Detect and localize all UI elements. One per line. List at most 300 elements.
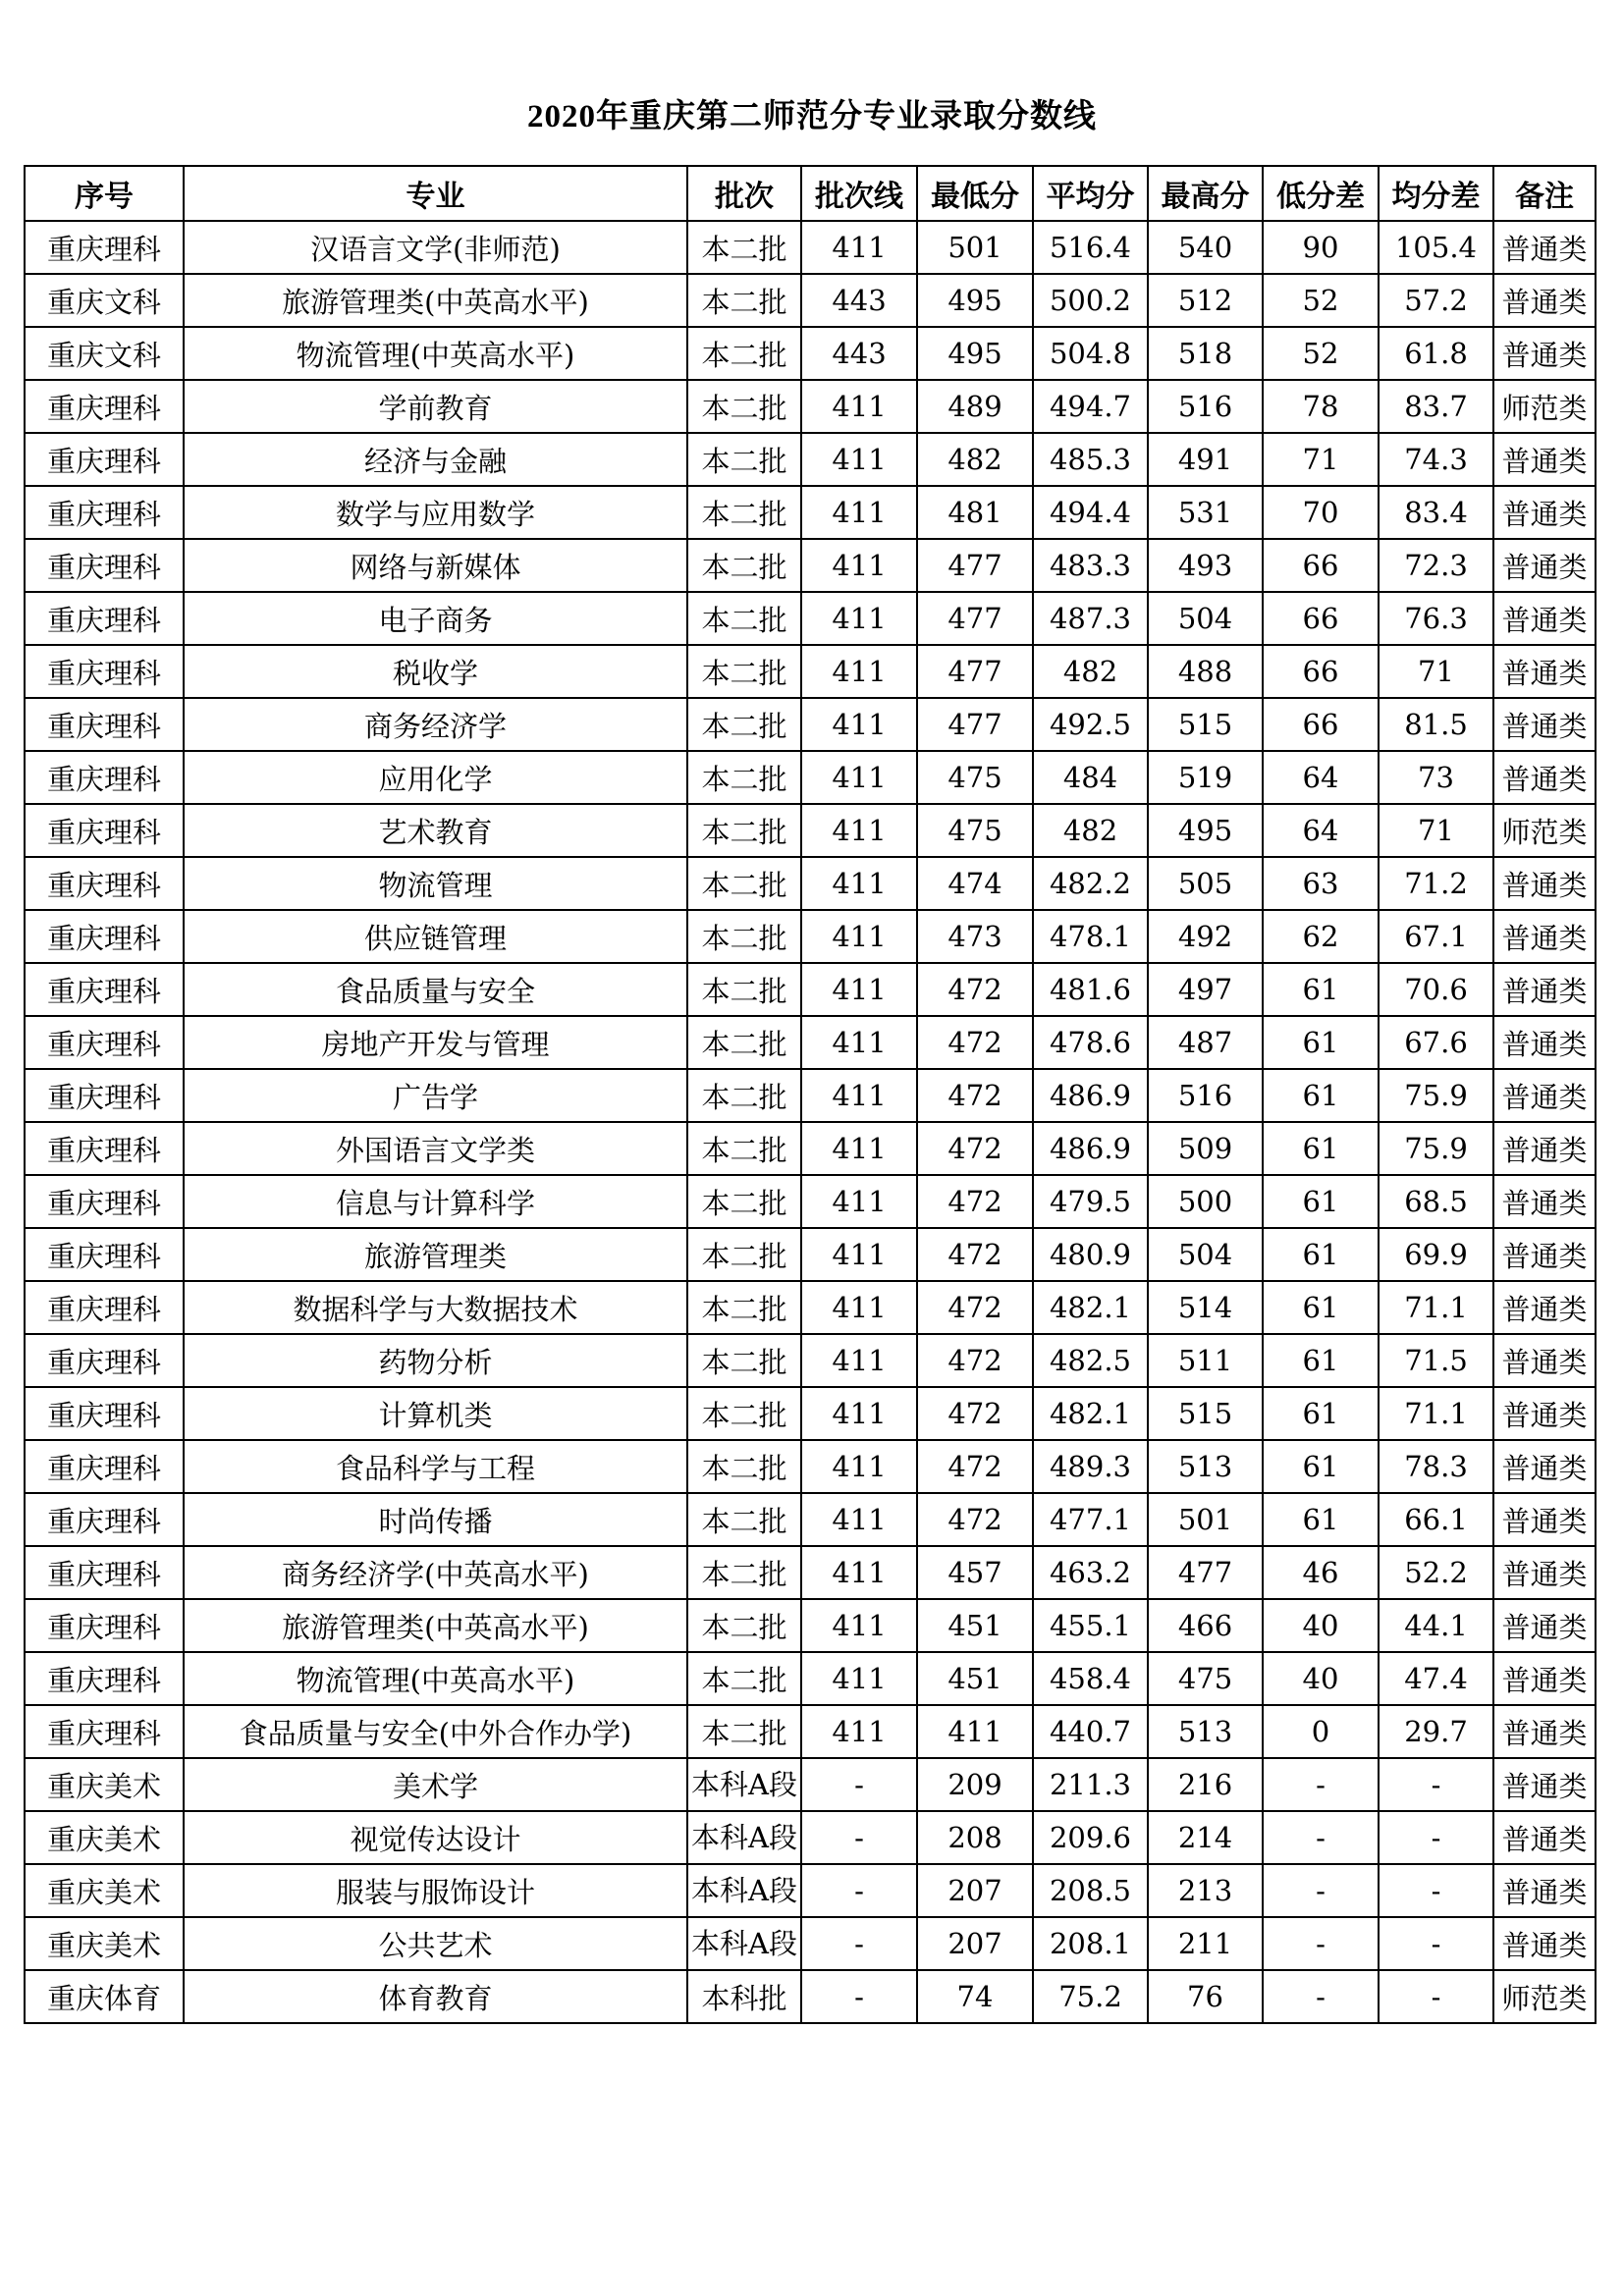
cell-batch: 本二批 xyxy=(687,804,801,857)
cell-avg-score: 504.8 xyxy=(1033,327,1148,380)
cell-avg-diff: 83.4 xyxy=(1379,486,1493,539)
cell-batch: 本二批 xyxy=(687,910,801,963)
cell-avg-score: 487.3 xyxy=(1033,592,1148,645)
cell-category: 重庆文科 xyxy=(25,274,184,327)
cell-batch: 本二批 xyxy=(687,1281,801,1334)
cell-note: 普通类 xyxy=(1493,963,1596,1016)
page-title: 2020年重庆第二师范分专业录取分数线 xyxy=(527,99,1097,134)
cell-major: 艺术教育 xyxy=(184,804,687,857)
cell-major: 旅游管理类(中英高水平) xyxy=(184,274,687,327)
cell-major: 电子商务 xyxy=(184,592,687,645)
cell-max-score: 492 xyxy=(1148,910,1263,963)
cell-avg-score: 463.2 xyxy=(1033,1546,1148,1599)
cell-avg-diff: - xyxy=(1379,1864,1493,1917)
table-row xyxy=(25,1016,1596,1069)
cell-min-diff: 61 xyxy=(1263,1440,1379,1493)
cell-batch-line: 411 xyxy=(801,1546,917,1599)
cell-avg-diff: 69.9 xyxy=(1379,1228,1493,1281)
cell-batch-line: 411 xyxy=(801,1493,917,1546)
cell-avg-diff: 72.3 xyxy=(1379,539,1493,592)
cell-note: 普通类 xyxy=(1493,1334,1596,1387)
cell-category: 重庆理科 xyxy=(25,1440,184,1493)
cell-category: 重庆美术 xyxy=(25,1917,184,1970)
cell-min-diff: 61 xyxy=(1263,1228,1379,1281)
cell-batch-line: - xyxy=(801,1970,917,2023)
cell-batch: 本科A段 xyxy=(687,1864,801,1917)
table-row xyxy=(25,1811,1596,1864)
cell-max-score: 213 xyxy=(1148,1864,1263,1917)
cell-min-diff: 61 xyxy=(1263,1281,1379,1334)
cell-note: 师范类 xyxy=(1493,804,1596,857)
cell-batch-line: 411 xyxy=(801,1069,917,1122)
cell-batch-line: 411 xyxy=(801,380,917,433)
cell-major: 旅游管理类(中英高水平) xyxy=(184,1599,687,1652)
cell-note: 普通类 xyxy=(1493,1387,1596,1440)
cell-batch: 本二批 xyxy=(687,1069,801,1122)
cell-major: 物流管理 xyxy=(184,857,687,910)
cell-batch-line: 411 xyxy=(801,433,917,486)
cell-category: 重庆理科 xyxy=(25,539,184,592)
cell-batch-line: 411 xyxy=(801,1599,917,1652)
cell-note: 普通类 xyxy=(1493,221,1596,274)
cell-avg-diff: 47.4 xyxy=(1379,1652,1493,1705)
cell-note: 普通类 xyxy=(1493,1917,1596,1970)
cell-max-score: 514 xyxy=(1148,1281,1263,1334)
cell-avg-score: 494.7 xyxy=(1033,380,1148,433)
cell-batch: 本二批 xyxy=(687,1228,801,1281)
cell-batch: 本二批 xyxy=(687,698,801,751)
cell-batch: 本二批 xyxy=(687,1652,801,1705)
cell-max-score: 500 xyxy=(1148,1175,1263,1228)
cell-batch: 本二批 xyxy=(687,1387,801,1440)
cell-avg-score: 484 xyxy=(1033,751,1148,804)
cell-batch-line: 411 xyxy=(801,1440,917,1493)
cell-category: 重庆理科 xyxy=(25,1493,184,1546)
cell-major: 旅游管理类 xyxy=(184,1228,687,1281)
cell-category: 重庆理科 xyxy=(25,910,184,963)
cell-max-score: 531 xyxy=(1148,486,1263,539)
cell-min-score: 482 xyxy=(917,433,1033,486)
table-row xyxy=(25,380,1596,433)
cell-max-score: 516 xyxy=(1148,380,1263,433)
table-row xyxy=(25,857,1596,910)
header-batch: 批次 xyxy=(687,166,801,221)
cell-min-score: 472 xyxy=(917,1016,1033,1069)
cell-note: 普通类 xyxy=(1493,910,1596,963)
cell-min-diff: 78 xyxy=(1263,380,1379,433)
table-row xyxy=(25,1334,1596,1387)
cell-batch: 本二批 xyxy=(687,1440,801,1493)
cell-batch-line: 411 xyxy=(801,1387,917,1440)
cell-batch-line: - xyxy=(801,1864,917,1917)
table-row xyxy=(25,963,1596,1016)
cell-avg-score: 489.3 xyxy=(1033,1440,1148,1493)
cell-min-diff: - xyxy=(1263,1864,1379,1917)
header-note: 备注 xyxy=(1493,166,1596,221)
cell-avg-score: 478.6 xyxy=(1033,1016,1148,1069)
cell-batch-line: - xyxy=(801,1811,917,1864)
cell-avg-diff: 75.9 xyxy=(1379,1069,1493,1122)
cell-avg-diff: 74.3 xyxy=(1379,433,1493,486)
cell-avg-score: 485.3 xyxy=(1033,433,1148,486)
cell-major: 数据科学与大数据技术 xyxy=(184,1281,687,1334)
cell-avg-diff: 71.2 xyxy=(1379,857,1493,910)
cell-max-score: 513 xyxy=(1148,1440,1263,1493)
cell-note: 普通类 xyxy=(1493,1016,1596,1069)
cell-avg-diff: 57.2 xyxy=(1379,274,1493,327)
cell-batch: 本二批 xyxy=(687,486,801,539)
cell-batch-line: 411 xyxy=(801,539,917,592)
cell-category: 重庆理科 xyxy=(25,380,184,433)
cell-major: 物流管理(中英高水平) xyxy=(184,1652,687,1705)
cell-max-score: 495 xyxy=(1148,804,1263,857)
cell-major: 数学与应用数学 xyxy=(184,486,687,539)
cell-category: 重庆理科 xyxy=(25,1281,184,1334)
cell-note: 普通类 xyxy=(1493,433,1596,486)
cell-min-score: 472 xyxy=(917,1069,1033,1122)
cell-batch: 本科A段 xyxy=(687,1758,801,1811)
cell-avg-score: 477.1 xyxy=(1033,1493,1148,1546)
cell-note: 普通类 xyxy=(1493,751,1596,804)
cell-batch-line: 411 xyxy=(801,1228,917,1281)
cell-note: 师范类 xyxy=(1493,1970,1596,2023)
cell-major: 外国语言文学类 xyxy=(184,1122,687,1175)
cell-avg-diff: 52.2 xyxy=(1379,1546,1493,1599)
table-row xyxy=(25,1758,1596,1811)
table-row xyxy=(25,910,1596,963)
table-row xyxy=(25,1970,1596,2023)
cell-batch-line: 411 xyxy=(801,1016,917,1069)
table-row xyxy=(25,1387,1596,1440)
cell-min-score: 472 xyxy=(917,1493,1033,1546)
cell-batch: 本科A段 xyxy=(687,1917,801,1970)
cell-min-diff: 62 xyxy=(1263,910,1379,963)
cell-major: 视觉传达设计 xyxy=(184,1811,687,1864)
cell-min-diff: 66 xyxy=(1263,645,1379,698)
cell-min-diff: 70 xyxy=(1263,486,1379,539)
cell-note: 普通类 xyxy=(1493,857,1596,910)
table-row xyxy=(25,1122,1596,1175)
cell-min-diff: 40 xyxy=(1263,1599,1379,1652)
cell-major: 信息与计算科学 xyxy=(184,1175,687,1228)
cell-category: 重庆理科 xyxy=(25,698,184,751)
cell-major: 计算机类 xyxy=(184,1387,687,1440)
cell-max-score: 488 xyxy=(1148,645,1263,698)
cell-note: 普通类 xyxy=(1493,1228,1596,1281)
cell-category: 重庆理科 xyxy=(25,1069,184,1122)
cell-max-score: 518 xyxy=(1148,327,1263,380)
table-row xyxy=(25,486,1596,539)
cell-min-score: 477 xyxy=(917,698,1033,751)
cell-note: 普通类 xyxy=(1493,1440,1596,1493)
cell-category: 重庆文科 xyxy=(25,327,184,380)
cell-category: 重庆美术 xyxy=(25,1811,184,1864)
cell-category: 重庆美术 xyxy=(25,1864,184,1917)
cell-avg-score: 440.7 xyxy=(1033,1705,1148,1758)
cell-category: 重庆理科 xyxy=(25,592,184,645)
cell-avg-score: 211.3 xyxy=(1033,1758,1148,1811)
cell-category: 重庆理科 xyxy=(25,486,184,539)
cell-batch: 本科A段 xyxy=(687,1811,801,1864)
cell-min-score: 208 xyxy=(917,1811,1033,1864)
cell-min-diff: - xyxy=(1263,1970,1379,2023)
cell-avg-diff: - xyxy=(1379,1758,1493,1811)
cell-category: 重庆理科 xyxy=(25,1705,184,1758)
cell-note: 普通类 xyxy=(1493,1864,1596,1917)
table-row xyxy=(25,1228,1596,1281)
cell-note: 普通类 xyxy=(1493,274,1596,327)
cell-max-score: 211 xyxy=(1148,1917,1263,1970)
cell-batch: 本二批 xyxy=(687,645,801,698)
table-row xyxy=(25,1069,1596,1122)
cell-avg-score: 208.1 xyxy=(1033,1917,1148,1970)
cell-category: 重庆理科 xyxy=(25,1016,184,1069)
cell-avg-score: 458.4 xyxy=(1033,1652,1148,1705)
cell-avg-score: 486.9 xyxy=(1033,1069,1148,1122)
cell-min-diff: 61 xyxy=(1263,1016,1379,1069)
cell-avg-diff: 68.5 xyxy=(1379,1175,1493,1228)
cell-category: 重庆体育 xyxy=(25,1970,184,2023)
cell-note: 普通类 xyxy=(1493,1652,1596,1705)
cell-min-score: 481 xyxy=(917,486,1033,539)
cell-avg-diff: - xyxy=(1379,1811,1493,1864)
cell-note: 普通类 xyxy=(1493,1175,1596,1228)
cell-max-score: 511 xyxy=(1148,1334,1263,1387)
cell-batch: 本二批 xyxy=(687,1016,801,1069)
header-max-score: 最高分 xyxy=(1148,166,1263,221)
cell-min-score: 457 xyxy=(917,1546,1033,1599)
cell-min-diff: 61 xyxy=(1263,1175,1379,1228)
cell-batch: 本二批 xyxy=(687,592,801,645)
cell-min-diff: 0 xyxy=(1263,1705,1379,1758)
cell-min-score: 472 xyxy=(917,1228,1033,1281)
cell-note: 普通类 xyxy=(1493,645,1596,698)
header-seq: 序号 xyxy=(25,166,184,221)
cell-batch: 本二批 xyxy=(687,857,801,910)
cell-category: 重庆理科 xyxy=(25,433,184,486)
table-row xyxy=(25,1281,1596,1334)
table-row xyxy=(25,539,1596,592)
cell-min-diff: 61 xyxy=(1263,1334,1379,1387)
cell-avg-diff: 61.8 xyxy=(1379,327,1493,380)
cell-min-score: 477 xyxy=(917,645,1033,698)
cell-avg-score: 482 xyxy=(1033,645,1148,698)
table-row xyxy=(25,1864,1596,1917)
cell-max-score: 509 xyxy=(1148,1122,1263,1175)
cell-avg-score: 483.3 xyxy=(1033,539,1148,592)
cell-note: 普通类 xyxy=(1493,1493,1596,1546)
cell-min-diff: 61 xyxy=(1263,1069,1379,1122)
cell-avg-diff: 67.6 xyxy=(1379,1016,1493,1069)
cell-avg-diff: 67.1 xyxy=(1379,910,1493,963)
header-avg-score: 平均分 xyxy=(1033,166,1148,221)
cell-major: 房地产开发与管理 xyxy=(184,1016,687,1069)
cell-note: 普通类 xyxy=(1493,327,1596,380)
cell-max-score: 512 xyxy=(1148,274,1263,327)
table-row xyxy=(25,1705,1596,1758)
cell-avg-diff: 70.6 xyxy=(1379,963,1493,1016)
cell-min-diff: 64 xyxy=(1263,804,1379,857)
table-row xyxy=(25,433,1596,486)
admission-score-table xyxy=(24,165,1597,2024)
table-row xyxy=(25,1493,1596,1546)
cell-batch: 本二批 xyxy=(687,1122,801,1175)
cell-category: 重庆理科 xyxy=(25,804,184,857)
cell-avg-diff: 73 xyxy=(1379,751,1493,804)
cell-note: 普通类 xyxy=(1493,698,1596,751)
cell-min-score: 411 xyxy=(917,1705,1033,1758)
cell-major: 商务经济学(中英高水平) xyxy=(184,1546,687,1599)
cell-note: 普通类 xyxy=(1493,592,1596,645)
cell-avg-score: 480.9 xyxy=(1033,1228,1148,1281)
cell-batch-line: 411 xyxy=(801,857,917,910)
cell-batch-line: - xyxy=(801,1758,917,1811)
cell-major: 时尚传播 xyxy=(184,1493,687,1546)
cell-major: 食品质量与安全(中外合作办学) xyxy=(184,1705,687,1758)
table-row xyxy=(25,804,1596,857)
cell-batch: 本二批 xyxy=(687,327,801,380)
cell-avg-score: 75.2 xyxy=(1033,1970,1148,2023)
cell-batch-line: 411 xyxy=(801,963,917,1016)
cell-major: 经济与金融 xyxy=(184,433,687,486)
cell-min-score: 474 xyxy=(917,857,1033,910)
cell-avg-score: 494.4 xyxy=(1033,486,1148,539)
cell-max-score: 504 xyxy=(1148,1228,1263,1281)
header-row xyxy=(25,166,1596,221)
cell-major: 食品科学与工程 xyxy=(184,1440,687,1493)
cell-avg-score: 478.1 xyxy=(1033,910,1148,963)
cell-batch-line: 411 xyxy=(801,1705,917,1758)
table-row xyxy=(25,221,1596,274)
cell-category: 重庆理科 xyxy=(25,1334,184,1387)
cell-min-score: 495 xyxy=(917,327,1033,380)
cell-major: 物流管理(中英高水平) xyxy=(184,327,687,380)
cell-min-score: 451 xyxy=(917,1599,1033,1652)
cell-min-diff: - xyxy=(1263,1917,1379,1970)
cell-category: 重庆理科 xyxy=(25,221,184,274)
table-row xyxy=(25,1652,1596,1705)
cell-avg-diff: 71.1 xyxy=(1379,1281,1493,1334)
cell-note: 师范类 xyxy=(1493,380,1596,433)
cell-category: 重庆理科 xyxy=(25,1387,184,1440)
cell-min-diff: - xyxy=(1263,1811,1379,1864)
cell-max-score: 76 xyxy=(1148,1970,1263,2023)
cell-min-score: 475 xyxy=(917,804,1033,857)
header-batch-line: 批次线 xyxy=(801,166,917,221)
table-row xyxy=(25,1546,1596,1599)
cell-min-score: 472 xyxy=(917,1387,1033,1440)
cell-batch-line: 411 xyxy=(801,910,917,963)
cell-major: 公共艺术 xyxy=(184,1917,687,1970)
cell-max-score: 214 xyxy=(1148,1811,1263,1864)
cell-min-diff: 66 xyxy=(1263,698,1379,751)
table-row xyxy=(25,1440,1596,1493)
cell-batch: 本二批 xyxy=(687,221,801,274)
cell-max-score: 466 xyxy=(1148,1599,1263,1652)
table-row xyxy=(25,698,1596,751)
cell-batch: 本二批 xyxy=(687,963,801,1016)
cell-min-diff: 71 xyxy=(1263,433,1379,486)
cell-min-score: 472 xyxy=(917,1440,1033,1493)
cell-batch-line: 443 xyxy=(801,274,917,327)
cell-category: 重庆理科 xyxy=(25,963,184,1016)
cell-category: 重庆理科 xyxy=(25,1546,184,1599)
cell-avg-diff: 83.7 xyxy=(1379,380,1493,433)
cell-avg-score: 208.5 xyxy=(1033,1864,1148,1917)
table-row xyxy=(25,1599,1596,1652)
cell-max-score: 477 xyxy=(1148,1546,1263,1599)
cell-min-diff: 66 xyxy=(1263,539,1379,592)
cell-major: 网络与新媒体 xyxy=(184,539,687,592)
cell-max-score: 501 xyxy=(1148,1493,1263,1546)
cell-batch-line: 411 xyxy=(801,221,917,274)
cell-major: 体育教育 xyxy=(184,1970,687,2023)
header-avg-diff: 均分差 xyxy=(1379,166,1493,221)
cell-min-diff: 61 xyxy=(1263,1122,1379,1175)
cell-batch-line: 411 xyxy=(801,592,917,645)
cell-min-diff: 46 xyxy=(1263,1546,1379,1599)
cell-min-score: 489 xyxy=(917,380,1033,433)
cell-note: 普通类 xyxy=(1493,486,1596,539)
cell-major: 供应链管理 xyxy=(184,910,687,963)
cell-note: 普通类 xyxy=(1493,1758,1596,1811)
cell-batch: 本二批 xyxy=(687,1599,801,1652)
cell-major: 汉语言文学(非师范) xyxy=(184,221,687,274)
cell-min-score: 472 xyxy=(917,1175,1033,1228)
cell-batch-line: 443 xyxy=(801,327,917,380)
table-row xyxy=(25,751,1596,804)
cell-note: 普通类 xyxy=(1493,1811,1596,1864)
cell-max-score: 540 xyxy=(1148,221,1263,274)
cell-batch: 本二批 xyxy=(687,539,801,592)
cell-max-score: 515 xyxy=(1148,698,1263,751)
cell-batch-line: 411 xyxy=(801,486,917,539)
cell-category: 重庆理科 xyxy=(25,1175,184,1228)
cell-avg-diff: 71.1 xyxy=(1379,1387,1493,1440)
cell-batch: 本二批 xyxy=(687,380,801,433)
cell-avg-diff: 78.3 xyxy=(1379,1440,1493,1493)
cell-batch-line: 411 xyxy=(801,1175,917,1228)
cell-category: 重庆美术 xyxy=(25,1758,184,1811)
cell-min-score: 472 xyxy=(917,1334,1033,1387)
cell-avg-diff: - xyxy=(1379,1917,1493,1970)
cell-avg-score: 486.9 xyxy=(1033,1122,1148,1175)
cell-min-score: 477 xyxy=(917,592,1033,645)
cell-max-score: 505 xyxy=(1148,857,1263,910)
cell-major: 学前教育 xyxy=(184,380,687,433)
cell-min-diff: 52 xyxy=(1263,327,1379,380)
cell-batch-line: 411 xyxy=(801,1652,917,1705)
cell-avg-score: 482.1 xyxy=(1033,1281,1148,1334)
cell-avg-diff: 71 xyxy=(1379,645,1493,698)
cell-category: 重庆理科 xyxy=(25,1652,184,1705)
cell-major: 商务经济学 xyxy=(184,698,687,751)
cell-batch: 本二批 xyxy=(687,1546,801,1599)
cell-min-score: 473 xyxy=(917,910,1033,963)
cell-max-score: 487 xyxy=(1148,1016,1263,1069)
cell-min-score: 472 xyxy=(917,1281,1033,1334)
cell-avg-diff: 66.1 xyxy=(1379,1493,1493,1546)
cell-batch: 本二批 xyxy=(687,274,801,327)
cell-batch: 本二批 xyxy=(687,751,801,804)
table-row xyxy=(25,1175,1596,1228)
cell-batch: 本二批 xyxy=(687,1493,801,1546)
cell-avg-diff: - xyxy=(1379,1970,1493,2023)
cell-batch-line: 411 xyxy=(801,645,917,698)
cell-min-score: 477 xyxy=(917,539,1033,592)
cell-max-score: 493 xyxy=(1148,539,1263,592)
cell-min-score: 495 xyxy=(917,274,1033,327)
